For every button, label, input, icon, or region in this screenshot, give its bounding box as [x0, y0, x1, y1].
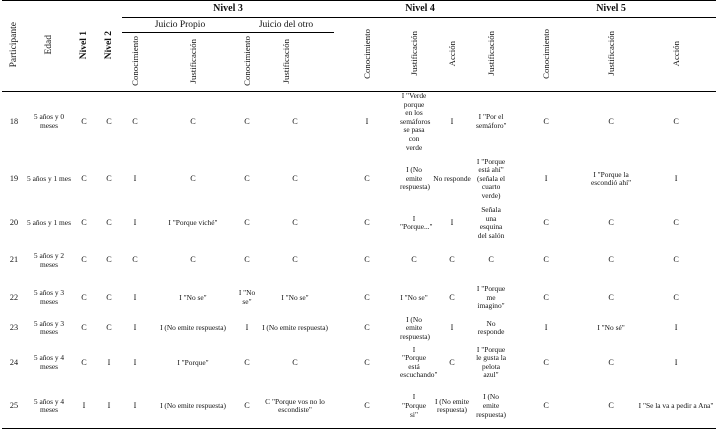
n3-jp-conocimiento-cell: I: [133, 323, 137, 333]
n5-accion-cell: I "Se la va a pedir a Ana": [636, 384, 716, 429]
n5-conocimiento-cell: I: [544, 173, 548, 183]
nivel1-header: Nivel 1: [72, 1, 96, 92]
nivel2-cell: C: [106, 218, 112, 228]
edad-cell: 5 años y 4 meses: [26, 384, 72, 429]
n5-justificacion-cell: C: [608, 357, 614, 367]
n4-accion-justificacion-header: Justificación: [476, 18, 506, 92]
n4-justificacion-cell: I (No emite respuesta): [400, 165, 430, 192]
n3-jp-justificacion-cell: I (No emite respuesta): [148, 384, 238, 429]
n4-conocimiento-cell: C: [364, 357, 370, 367]
n3-jp-conocimiento-header: Conocimiento: [122, 33, 148, 92]
n5-accion-cell: I: [674, 323, 678, 333]
edad-cell: 5 años y 1 mes: [27, 173, 71, 183]
n5-justificacion-cell: C: [608, 255, 614, 265]
table-row: [2, 241, 716, 281]
n4-accion-cell: I: [450, 116, 454, 126]
n5-accion-cell: C: [673, 218, 679, 228]
participante-cell: 19: [9, 173, 19, 183]
participante-cell: 18: [9, 116, 19, 126]
n4-justificacion-cell: I "Porque está escuchando": [400, 344, 438, 380]
participante-cell: 25: [2, 384, 26, 429]
n5-accion-cell: I: [674, 357, 678, 367]
n4-accion-justificacion-cell: I "Por el semáforo": [476, 112, 507, 131]
n4-accion-justificacion-cell: I "Porque le gusta la pelota azul": [476, 344, 507, 380]
n4-accion-cell: C: [449, 255, 455, 265]
n4-accion-justificacion-cell: C: [488, 255, 494, 265]
n3-jo-conocimiento-cell: C: [244, 255, 250, 265]
n5-justificacion-header: Justificación: [586, 18, 636, 92]
n5-justificacion-cell: I "Porque la escondió ahí": [590, 169, 632, 188]
table-row: [2, 384, 716, 429]
n4-accion-cell: I (No emite respuesta): [428, 384, 476, 429]
n5-accion-cell: C: [673, 116, 679, 126]
nivel2-cell: C: [106, 116, 112, 126]
n3-extra-header: [316, 33, 334, 92]
n5-conocimiento-cell: C: [543, 255, 549, 265]
n4-justificacion-header: Justificación: [400, 18, 428, 92]
table-header: [2, 1, 716, 92]
n4-accion-justificacion-cell: I (No emite respuesta): [476, 384, 506, 429]
n3-jp-justificacion-cell: C: [190, 255, 196, 265]
n3-jp-conocimiento-cell: I: [133, 292, 137, 302]
n5-conocimiento-cell: I: [544, 323, 548, 333]
n4-conocimiento-cell: C: [364, 323, 370, 333]
participante-cell: 20: [9, 218, 19, 228]
n4-justificacion-cell: I "Porque...": [400, 213, 433, 232]
n4-accion-justificacion-cell: No responde: [477, 318, 505, 337]
n4-accion-cell: C: [449, 357, 455, 367]
n3-jp-conocimiento-cell: C: [132, 116, 138, 126]
n3-jo-justificacion-cell: C: [292, 357, 298, 367]
n5-justificacion-cell: I "No sé": [597, 323, 625, 333]
table-row: [2, 92, 716, 153]
n3-jo-conocimiento-cell: I "No se": [238, 288, 256, 307]
n5-conocimiento-header: Conocimiento: [506, 18, 586, 92]
participante-cell: 22: [9, 292, 19, 302]
n4-accion-justificacion-cell: I "Porque está ahí" (señala el cuarto verde): [476, 156, 506, 201]
n4-conocimiento-cell: C: [364, 218, 370, 228]
n5-justificacion-cell: C: [608, 218, 614, 228]
edad-cell: 5 años y 2 meses: [33, 250, 65, 269]
participante-header: Participante: [2, 1, 26, 92]
n5-accion-cell: C: [673, 255, 679, 265]
edad-cell: 5 años y 3 meses: [33, 288, 65, 307]
n5-conocimiento-cell: C: [543, 116, 549, 126]
nivel1-cell: C: [81, 292, 87, 302]
n3-jp-justificacion-cell: C: [190, 116, 196, 126]
table-row: [2, 152, 716, 206]
n3-jo-justificacion-cell: C: [292, 218, 298, 228]
n3-jo-justificacion-cell: C: [292, 173, 298, 183]
nivel2-cell: I: [96, 384, 122, 429]
n3-jp-conocimiento-cell: I: [122, 384, 148, 429]
nivel1-cell: C: [81, 357, 87, 367]
edad-header: Edad: [26, 1, 72, 92]
n3-jo-conocimiento-header: Conocimiento: [238, 33, 256, 92]
n3-jo-justificacion-cell: C: [292, 116, 298, 126]
n5-conocimiento-cell: C: [543, 357, 549, 367]
juicio-propio-header: Juicio Propio: [122, 18, 238, 33]
n4-accion-cell: C: [449, 292, 455, 302]
n3-jp-justificacion-cell: I (No emite respuesta): [160, 323, 226, 333]
nivel2-cell: I: [107, 357, 111, 367]
nivel2-cell: C: [106, 292, 112, 302]
edad-cell: 5 años y 4 meses: [33, 353, 65, 371]
n3-jp-justificacion-cell: I "Porque": [177, 357, 209, 367]
n4-justificacion-cell: C: [411, 255, 417, 265]
participante-cell: 21: [9, 255, 19, 265]
n4-justificacion-cell: I "Porque si": [400, 384, 428, 429]
table-row: [2, 316, 716, 342]
n5-conocimiento-cell: C: [543, 218, 549, 228]
n3-jo-conocimiento-cell: C: [244, 173, 250, 183]
nivel1-cell: C: [81, 255, 87, 265]
n5-justificacion-cell: C: [586, 384, 636, 429]
nivel2-cell: C: [106, 255, 112, 265]
n3-jp-justificacion-cell: I "Porque viché": [168, 218, 218, 228]
n3-jo-justificacion-cell: I (No emite respuesta): [262, 323, 328, 333]
n5-accion-cell: I: [674, 173, 678, 183]
n3-jo-justificacion-cell: I "No se": [281, 292, 309, 302]
n3-jp-conocimiento-cell: I: [133, 357, 137, 367]
n4-conocimiento-cell: I: [365, 116, 369, 126]
participante-cell: 23: [9, 323, 19, 333]
n5-conocimiento-cell: C: [506, 384, 586, 429]
n4-accion-cell: I: [450, 218, 454, 228]
table-body: [2, 92, 716, 429]
table-row: [2, 206, 716, 240]
n3-jo-conocimiento-cell: C: [244, 116, 250, 126]
participante-cell: 24: [9, 357, 19, 367]
results-table: [2, 0, 716, 429]
table-row: [2, 281, 716, 316]
n5-conocimiento-cell: C: [543, 292, 549, 302]
nivel1-cell: C: [81, 173, 87, 183]
edad-cell: 5 años y 3 meses: [33, 318, 65, 337]
n5-accion-cell: C: [673, 292, 679, 302]
n3-jp-justificacion-cell: I "No se": [179, 292, 207, 302]
n3-jo-justificacion-cell: C: [292, 255, 298, 265]
n4-justificacion-cell: I (No emite respuesta): [400, 314, 430, 341]
n3-jo-justificacion-header: Justificación: [256, 33, 316, 92]
nivel1-cell: C: [81, 323, 87, 333]
edad-cell: 5 años y 1 mes: [27, 218, 71, 228]
n4-accion-cell: I: [450, 323, 454, 333]
n4-accion-justificacion-cell: Señala una esquina del salón: [477, 205, 505, 240]
n3-jp-justificacion-cell: C: [190, 173, 196, 183]
nivel2-header: Nivel 2: [96, 1, 122, 92]
n5-accion-header: Acción: [636, 18, 716, 92]
n4-conocimiento-cell: C: [364, 255, 370, 265]
edad-cell: 5 años y 0 meses: [33, 112, 65, 131]
n3-jp-conocimiento-cell: I: [133, 173, 137, 183]
nivel2-cell: C: [106, 323, 112, 333]
n4-conocimiento-cell: C: [364, 173, 370, 183]
nivel4-header: Nivel 4: [334, 1, 506, 18]
n4-conocimiento-header: Conocimiento: [334, 18, 400, 92]
n4-accion-header: Acción: [428, 18, 476, 92]
table-row: [2, 341, 716, 384]
n3-jo-conocimiento-cell: C: [244, 357, 250, 367]
n5-justificacion-cell: C: [608, 116, 614, 126]
nivel1-cell: C: [81, 218, 87, 228]
nivel1-cell: C: [81, 116, 87, 126]
n3-jp-justificacion-header: Justificación: [148, 33, 238, 92]
n4-accion-justificacion-cell: I "Porque me imagino": [476, 284, 506, 311]
n4-justificacion-cell: I "Verde porque en los semáforos se pasa con verde: [400, 91, 431, 152]
n3-jp-conocimiento-cell: C: [132, 255, 138, 265]
nivel2-cell: C: [106, 173, 112, 183]
n4-conocimiento-cell: C: [364, 292, 370, 302]
juicio-otro-header: Juicio del otro: [238, 18, 334, 33]
n4-accion-cell: No responde: [433, 173, 471, 183]
n3-jo-justificacion-cell: C "Porque vos no lo escondiste": [256, 384, 334, 429]
nivel3-header: Nivel 3: [122, 1, 334, 18]
nivel1-cell: I: [72, 384, 96, 429]
nivel5-header: Nivel 5: [506, 1, 716, 18]
n3-jo-conocimiento-cell: I: [245, 323, 249, 333]
n3-jo-conocimiento-cell: C: [238, 384, 256, 429]
n4-justificacion-cell: I "No se": [400, 292, 428, 302]
n5-justificacion-cell: C: [608, 292, 614, 302]
n3-jo-conocimiento-cell: C: [244, 218, 250, 228]
n4-conocimiento-cell: C: [334, 384, 400, 429]
n3-jp-conocimiento-cell: I: [133, 218, 137, 228]
